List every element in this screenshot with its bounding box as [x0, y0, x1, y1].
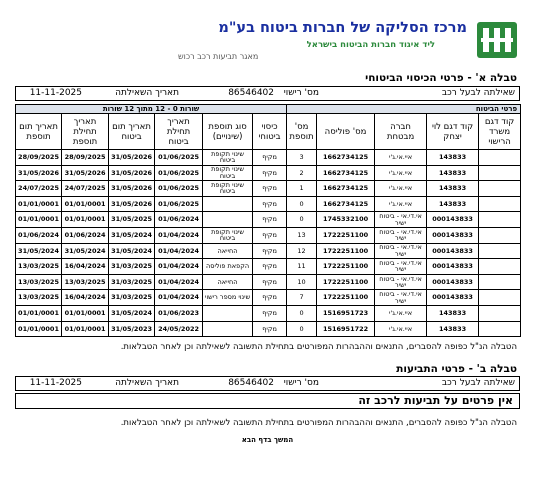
table-cell: 31/05/2026	[16, 165, 62, 181]
table-cell: 31/05/2026	[109, 181, 155, 197]
table-cell: 01/06/2025	[155, 196, 203, 212]
table-cell: 13/03/2025	[62, 274, 109, 290]
table-cell: מקיף	[253, 212, 287, 228]
table-cell: 01/04/2024	[155, 290, 203, 306]
table-cell: איי.אי.ג'י	[375, 321, 427, 337]
table-row	[16, 165, 521, 181]
table-cell: מקיף	[253, 290, 287, 306]
query-date-label: תאריך השאילתה	[115, 378, 179, 388]
table-cell: איי.אי.ג'י	[375, 196, 427, 212]
column-header: תאריך תחילת ביטוח	[155, 114, 203, 150]
section-b-title: טבלה ב' - פרטי התביעות	[396, 363, 517, 375]
table-cell: 143833	[427, 150, 479, 166]
table-cell: שינוי תקופת ביטוח	[203, 165, 253, 181]
table-cell: 01/06/2024	[155, 212, 203, 228]
table-row	[16, 290, 521, 306]
table-cell: אי.די.אי - ביטוח ישיר	[375, 290, 427, 306]
license-label: מס' רישוי	[283, 88, 319, 98]
table-cell: שינוי מספר רישוי	[203, 290, 253, 306]
table-cell	[479, 305, 521, 321]
table-cell: 01/01/0001	[62, 305, 109, 321]
table-cell: 31/05/2024	[109, 243, 155, 259]
table-cell: מקיף	[253, 274, 287, 290]
table-cell: שינוי תקופת ביטוח	[203, 181, 253, 197]
table-cell: 1722251100	[317, 274, 375, 290]
no-claims-message: אין פרטים על תביעות לרכב זה	[15, 393, 520, 409]
table-cell: 13/03/2025	[16, 290, 62, 306]
table-cell: שינוי תקופת ביטוח	[203, 150, 253, 166]
table-cell: אי.די.אי - ביטוח ישיר	[375, 259, 427, 275]
table-cell: 01/01/0001	[16, 196, 62, 212]
table-cell: 1	[287, 181, 317, 197]
table-cell: 143833	[427, 165, 479, 181]
table-cell: מקיף	[253, 259, 287, 275]
table-cell: 28/09/2025	[62, 150, 109, 166]
table-cell: אי.די.אי - ביטוח ישיר	[375, 274, 427, 290]
column-header: קוד דגם לוי יצחק	[427, 114, 479, 150]
table-cell: מקיף	[253, 196, 287, 212]
table-cell: 31/05/2024	[109, 227, 155, 243]
table-cell: מקיף	[253, 305, 287, 321]
table-cell: 31/05/2024	[109, 305, 155, 321]
table-cell	[479, 321, 521, 337]
table-cell: 31/05/2026	[109, 165, 155, 181]
table-cell: 01/04/2024	[155, 274, 203, 290]
table-cell: 10	[287, 274, 317, 290]
table-cell: אי.די.אי - ביטוח ישיר	[375, 243, 427, 259]
table-cell: 01/04/2024	[155, 259, 203, 275]
table-cell: 01/06/2024	[16, 227, 62, 243]
table-cell	[479, 150, 521, 166]
table-cell: 3	[287, 150, 317, 166]
table-cell: 1722251100	[317, 227, 375, 243]
org-subtitle: ליד איגוד חברות הביטוח בישראל	[306, 40, 435, 50]
table-cell: 1662734125	[317, 181, 375, 197]
table-cell: 1722251100	[317, 243, 375, 259]
table-cell: 7	[287, 290, 317, 306]
table-cell: 13/03/2025	[16, 274, 62, 290]
table-cell: איי.אי.ג'י	[375, 165, 427, 181]
table-cell	[203, 196, 253, 212]
table-cell: 01/06/2025	[155, 181, 203, 197]
table-row	[16, 243, 521, 259]
table-cell: החייאה	[203, 274, 253, 290]
table-cell: 01/04/2024	[155, 243, 203, 259]
table-cell	[203, 321, 253, 337]
table-cell: 16/04/2024	[62, 259, 109, 275]
license-label: מס' רישוי	[283, 378, 319, 388]
table-cell: 31/05/2024	[62, 243, 109, 259]
table-cell: 31/05/2026	[109, 196, 155, 212]
column-header: תאריך תום תוספת	[16, 114, 62, 150]
table-cell: 1662734125	[317, 165, 375, 181]
query-type: שאילתה לבעל רכב	[441, 88, 515, 98]
table-cell: 01/06/2023	[155, 305, 203, 321]
table-cell: 1662734125	[317, 196, 375, 212]
table-cell: 31/05/2026	[62, 165, 109, 181]
table-cell: 01/01/0001	[62, 196, 109, 212]
table-cell: 31/03/2025	[109, 259, 155, 275]
table-cell: 1516951722	[317, 321, 375, 337]
table-cell: 1516951723	[317, 305, 375, 321]
table-cell: מקיף	[253, 181, 287, 197]
query-info-box-a	[15, 86, 520, 101]
database-name: מאגר תביעות רכב רכוש	[178, 52, 259, 61]
table-cell: 24/07/2025	[62, 181, 109, 197]
section-a-title: טבלה א' - פרטי הכיסוי הביטוחי	[365, 72, 517, 84]
table-cell	[479, 212, 521, 228]
table-cell: 24/07/2025	[16, 181, 62, 197]
table-row	[16, 321, 521, 337]
table-cell: 000143833	[427, 243, 479, 259]
table-cell: 143833	[427, 321, 479, 337]
rows-count-band: שורות 0 - 12 מתוך 12 שורות	[16, 105, 287, 114]
table-row	[16, 150, 521, 166]
table-cell: 1722251100	[317, 259, 375, 275]
table-cell: איי.אי.ג'י	[375, 181, 427, 197]
query-type: שאילתה לבעל רכב	[441, 378, 515, 388]
table-cell: 13/03/2025	[16, 259, 62, 275]
column-header: תאריך תחילת תוספת	[62, 114, 109, 150]
table-row	[16, 212, 521, 228]
table-cell: 24/05/2022	[155, 321, 203, 337]
table-cell: 01/04/2024	[155, 227, 203, 243]
table-cell: 01/06/2024	[62, 227, 109, 243]
table-cell: 1745332100	[317, 212, 375, 228]
table-cell: 16/04/2024	[62, 290, 109, 306]
column-header: תאריך תום ביטוח	[109, 114, 155, 150]
table-cell: 13	[287, 227, 317, 243]
insurance-coverage-table	[15, 104, 521, 337]
table-cell: 01/06/2025	[155, 165, 203, 181]
table-cell: 31/03/2025	[109, 290, 155, 306]
column-header: מס' תוספת	[287, 114, 317, 150]
table-cell: 01/01/0001	[16, 321, 62, 337]
column-header: חברה מבטחת	[375, 114, 427, 150]
table-cell: איי.אי.ג'י	[375, 305, 427, 321]
table-row	[16, 227, 521, 243]
table-cell	[479, 243, 521, 259]
table-cell	[479, 165, 521, 181]
table-cell: 01/06/2025	[155, 150, 203, 166]
table-cell: 143833	[427, 196, 479, 212]
table-row	[16, 181, 521, 197]
table-cell: הקפאת פוליסה	[203, 259, 253, 275]
table-cell: 31/05/2026	[109, 150, 155, 166]
table-cell	[479, 227, 521, 243]
table-cell	[203, 305, 253, 321]
query-date-label: תאריך השאילתה	[115, 88, 179, 98]
table-cell: 01/01/0001	[16, 305, 62, 321]
table-cell: מקיף	[253, 243, 287, 259]
column-header: כיסוי ביטוחי	[253, 114, 287, 150]
table-cell: מקיף	[253, 321, 287, 337]
table-cell	[479, 274, 521, 290]
table-cell: 28/09/2025	[16, 150, 62, 166]
table-cell: 000143833	[427, 290, 479, 306]
table-cell: 2	[287, 165, 317, 181]
table-cell	[479, 290, 521, 306]
table-cell: אי.די.אי - ביטוח ישיר	[375, 212, 427, 228]
query-date: 11-11-2025	[29, 378, 82, 388]
license-number: 86546402	[228, 88, 274, 98]
table-cell: 01/01/0001	[62, 212, 109, 228]
page-header	[0, 0, 535, 62]
table-cell	[203, 212, 253, 228]
table-cell: 143833	[427, 305, 479, 321]
table-cell: 01/01/0001	[16, 212, 62, 228]
table-cell: 143833	[427, 181, 479, 197]
table-cell	[479, 181, 521, 197]
table-cell: מקיף	[253, 165, 287, 181]
table-cell: 31/03/2025	[109, 274, 155, 290]
table-cell: איי.אי.ג'י	[375, 150, 427, 166]
table-row	[16, 305, 521, 321]
table-cell: 0	[287, 196, 317, 212]
table-cell: 0	[287, 305, 317, 321]
table-row	[16, 259, 521, 275]
table-cell: מקיף	[253, 227, 287, 243]
table-cell: 0	[287, 212, 317, 228]
table-cell: 31/05/2025	[109, 212, 155, 228]
table-cell: 31/05/2023	[109, 321, 155, 337]
table-cell	[479, 196, 521, 212]
insurance-details-band: פרטי הביטוח	[287, 105, 521, 114]
org-name: מרכז הסליקה של חברות ביטוח בע"מ	[218, 20, 467, 36]
table-a-note: הטבלה הנ"ל כפופה להסברים, התנאים וההבהרות המפורטים בתחילת התשובה לשאילתה וכן לאחר הטבלאות.	[120, 342, 517, 352]
table-cell: 000143833	[427, 259, 479, 275]
table-cell: החייאה	[203, 243, 253, 259]
table-cell: 000143833	[427, 212, 479, 228]
license-number: 86546402	[228, 378, 274, 388]
table-row	[16, 274, 521, 290]
query-info-box-b	[15, 376, 520, 391]
table-cell: 000143833	[427, 274, 479, 290]
column-header: סוג תוספת (שינויים)	[203, 114, 253, 150]
table-cell: 0	[287, 321, 317, 337]
table-cell	[479, 259, 521, 275]
table-cell: 11	[287, 259, 317, 275]
continue-next-page: המשך בדף הבא	[241, 436, 294, 444]
table-cell: 01/01/0001	[62, 321, 109, 337]
table-row	[16, 196, 521, 212]
table-cell: 1662734125	[317, 150, 375, 166]
table-cell: 000143833	[427, 227, 479, 243]
table-cell: 1722251100	[317, 290, 375, 306]
column-header: קוד דגם משרד הרישוי	[479, 114, 521, 150]
table-cell: אי.די.אי - ביטוח ישיר	[375, 227, 427, 243]
column-header: מס' פוליסה	[317, 114, 375, 150]
clearing-house-logo-icon	[475, 20, 521, 60]
table-cell: 12	[287, 243, 317, 259]
query-date: 11-11-2025	[29, 88, 82, 98]
table-cell: 31/05/2024	[16, 243, 62, 259]
table-cell: שינוי תקופת ביטוח	[203, 227, 253, 243]
table-cell: מקיף	[253, 150, 287, 166]
table-b-note: הטבלה הנ"ל כפופה להסברים, התנאים וההבהרות המפורטים בתחילת התשובה לשאילתה וכן לאחר הטבלאות.	[120, 418, 517, 428]
